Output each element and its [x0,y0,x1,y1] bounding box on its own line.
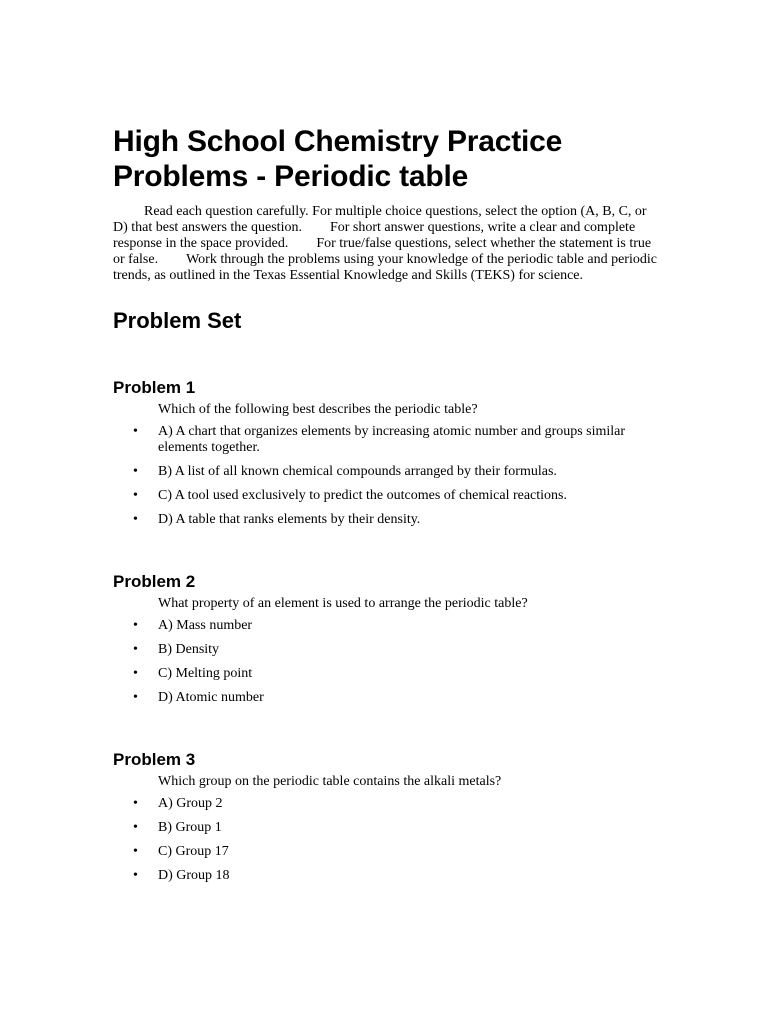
problem-title: Problem 3 [113,750,196,769]
answer-option-text: D) Group 18 [158,868,230,883]
answer-option-text: C) Melting point [158,666,253,681]
bullet-icon: • [133,666,138,681]
answer-option [113,666,658,682]
answer-option-text: B) A list of all known chemical compounds arranged by their formulas. [158,464,557,479]
answer-option-text: B) Density [158,642,220,657]
problem-question: Which group on the periodic table contains the alkali metals? [158,774,502,789]
answer-option [113,820,658,836]
answer-option [113,488,658,504]
bullet-icon: • [133,868,138,883]
answer-option [113,690,658,706]
problem-question: What property of an element is used to arrange the periodic table? [158,596,528,611]
answer-option [113,868,658,884]
answer-option-text: B) Group 1 [158,820,222,835]
answer-option-text: A) Group 2 [158,796,223,811]
bullet-icon: • [133,618,138,633]
instructions-part-2: For short answer questions, write a clear and complete response in the space provided. [113,220,636,251]
bullet-icon: • [133,796,138,811]
problem-1 [113,378,658,528]
document-title: High School Chemistry Practice Problems - Periodic table [113,125,563,193]
bullet-icon: • [133,488,138,503]
instructions-paragraph [113,204,658,284]
document-page [113,124,658,892]
section-heading-problem-set: Problem Set [113,308,242,333]
answer-options [113,424,658,528]
answer-option [113,844,658,860]
answer-options [113,796,658,884]
answer-option [113,512,658,528]
instructions-part-3: For true/false questions, select whether the statement is true or false. [113,236,652,267]
answer-option-text: A) Mass number [158,618,253,633]
answer-option [113,618,658,634]
instructions-part-1: Read each question carefully. For multiple choice questions, select the option (A, B, C, or D) that best answers the question. [113,204,647,235]
answer-option [113,464,658,480]
bullet-icon: • [133,464,138,479]
bullet-icon: • [133,642,138,657]
problem-3 [113,750,658,884]
problem-2 [113,572,658,706]
answer-option [113,796,658,812]
bullet-icon: • [133,424,138,439]
answer-option [113,424,658,456]
bullet-icon: • [133,690,138,705]
answer-option-text: A) A chart that organizes elements by increasing atomic number and groups similar elements together. [158,424,626,455]
answer-option-text: D) Atomic number [158,690,264,705]
answer-option-text: C) A tool used exclusively to predict the outcomes of chemical reactions. [158,488,568,503]
answer-options [113,618,658,706]
problem-title: Problem 2 [113,572,196,591]
instructions-part-4: Work through the problems using your knowledge of the periodic table and periodic trends, as outlined in the Texas Essential Knowledge and Skills (TEKS) for science. [113,252,657,283]
bullet-icon: • [133,844,138,859]
problem-question: Which of the following best describes the periodic table? [158,402,478,417]
bullet-icon: • [133,512,138,527]
answer-option-text: D) A table that ranks elements by their density. [158,512,421,527]
bullet-icon: • [133,820,138,835]
answer-option [113,642,658,658]
problem-title: Problem 1 [113,378,196,397]
answer-option-text: C) Group 17 [158,844,229,859]
